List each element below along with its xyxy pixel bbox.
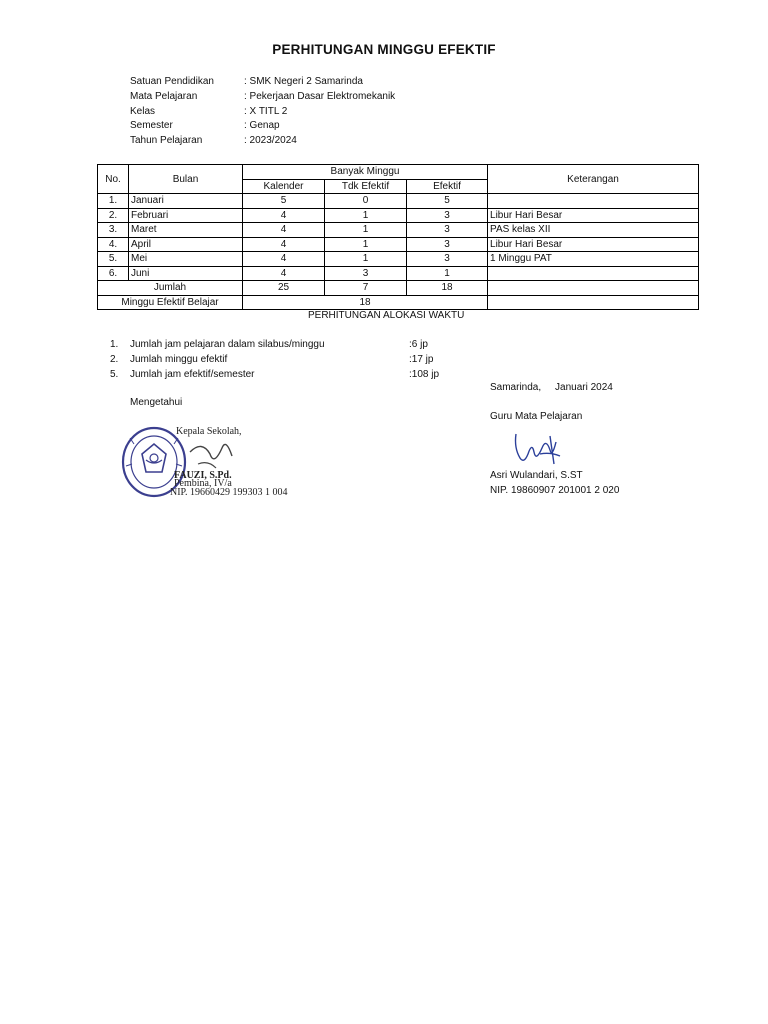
alokasi-value: :6 jp — [409, 339, 428, 350]
identity-value: : 2023/2024 — [244, 135, 297, 146]
cell-no: 3. — [98, 223, 129, 238]
jumlah-kalender: 25 — [243, 281, 325, 296]
page-title: PERHITUNGAN MINGGU EFEKTIF — [272, 42, 496, 57]
cell-keterangan: 1 Minggu PAT — [488, 252, 699, 267]
identity-value: : Pekerjaan Dasar Elektromekanik — [244, 91, 396, 102]
jumlah-keterangan — [488, 281, 699, 296]
cell-efektif: 1 — [407, 266, 488, 281]
meb-keterangan — [488, 295, 699, 310]
header-banyak-minggu: Banyak Minggu — [243, 165, 488, 180]
table-row — [98, 194, 699, 209]
identity-value: : X TITL 2 — [244, 106, 288, 117]
teacher-signature-icon — [510, 428, 566, 470]
kepsek-nip: NIP. 19660429 199303 1 004 — [170, 487, 288, 498]
jumlah-efektif: 18 — [407, 281, 488, 296]
cell-kalender: 5 — [243, 194, 325, 209]
identity-value: : Genap — [244, 120, 280, 131]
guru-nip: NIP. 19860907 201001 2 020 — [490, 485, 620, 496]
place-date: Samarinda, Januari 2024 — [490, 382, 613, 393]
cell-no: 4. — [98, 237, 129, 252]
cell-kalender: 4 — [243, 208, 325, 223]
cell-efektif: 3 — [407, 252, 488, 267]
table-row — [98, 223, 699, 238]
guru-name: Asri Wulandari, S.ST — [490, 470, 583, 481]
cell-no: 6. — [98, 266, 129, 281]
alokasi-label: Jumlah jam efektif/semester — [130, 369, 255, 380]
cell-efektif: 3 — [407, 208, 488, 223]
kepsek-label: Kepala Sekolah, — [176, 426, 242, 437]
cell-bulan: Juni — [129, 266, 243, 281]
cell-bulan: April — [129, 237, 243, 252]
cell-keterangan: Libur Hari Besar — [488, 208, 699, 223]
cell-efektif: 3 — [407, 237, 488, 252]
cell-keterangan — [488, 266, 699, 281]
cell-kalender: 4 — [243, 266, 325, 281]
kepsek-name: FAUZI, S.Pd. — [174, 470, 232, 481]
identity-value: : SMK Negeri 2 Samarinda — [244, 76, 363, 87]
cell-tdk: 1 — [325, 252, 407, 267]
identity-label: Tahun Pelajaran — [130, 135, 203, 146]
cell-keterangan — [488, 194, 699, 209]
cell-tdk: 1 — [325, 223, 407, 238]
cell-tdk: 1 — [325, 237, 407, 252]
alokasi-no: 2. — [110, 354, 119, 365]
cell-tdk: 1 — [325, 208, 407, 223]
identity-label: Satuan Pendidikan — [130, 76, 214, 87]
weeks-table — [97, 164, 699, 310]
meb-value: 18 — [243, 295, 488, 310]
cell-tdk: 3 — [325, 266, 407, 281]
table-row — [98, 208, 699, 223]
cell-bulan: Maret — [129, 223, 243, 238]
alokasi-no: 1. — [110, 339, 119, 350]
cell-efektif: 5 — [407, 194, 488, 209]
cell-efektif: 3 — [407, 223, 488, 238]
alokasi-label: Jumlah jam pelajaran dalam silabus/minggu — [130, 339, 325, 350]
header-keterangan: Keterangan — [488, 165, 699, 194]
header-no: No. — [98, 165, 129, 194]
mengetahui-label: Mengetahui — [130, 397, 183, 408]
cell-bulan: Januari — [129, 194, 243, 209]
header-efektif: Efektif — [407, 179, 488, 194]
kepsek-rank: Pembina, IV/a — [174, 478, 232, 489]
table-row — [98, 266, 699, 281]
identity-label: Semester — [130, 120, 173, 131]
cell-kalender: 4 — [243, 223, 325, 238]
header-kalender: Kalender — [243, 179, 325, 194]
cell-bulan: Mei — [129, 252, 243, 267]
guru-label: Guru Mata Pelajaran — [490, 411, 583, 422]
identity-label: Mata Pelajaran — [130, 91, 198, 102]
cell-kalender: 4 — [243, 237, 325, 252]
table-row — [98, 252, 699, 267]
identity-label: Kelas — [130, 106, 156, 117]
alokasi-no: 5. — [110, 369, 119, 380]
cell-no: 2. — [98, 208, 129, 223]
alokasi-value: :17 jp — [409, 354, 434, 365]
minggu-efektif-row — [98, 295, 699, 310]
alokasi-value: :108 jp — [409, 369, 440, 380]
header-bulan: Bulan — [129, 165, 243, 194]
header-tdk-efektif: Tdk Efektif — [325, 179, 407, 194]
cell-keterangan: Libur Hari Besar — [488, 237, 699, 252]
total-row — [98, 281, 699, 296]
cell-kalender: 4 — [243, 252, 325, 267]
jumlah-tdk: 7 — [325, 281, 407, 296]
jumlah-label: Jumlah — [98, 281, 243, 296]
cell-keterangan: PAS kelas XII — [488, 223, 699, 238]
cell-no: 1. — [98, 194, 129, 209]
alokasi-label: Jumlah minggu efektif — [130, 354, 228, 365]
cell-bulan: Februari — [129, 208, 243, 223]
cell-tdk: 0 — [325, 194, 407, 209]
table-row — [98, 237, 699, 252]
meb-label: Minggu Efektif Belajar — [98, 295, 243, 310]
cell-no: 5. — [98, 252, 129, 267]
alokasi-title: PERHITUNGAN ALOKASI WAKTU — [308, 310, 465, 321]
